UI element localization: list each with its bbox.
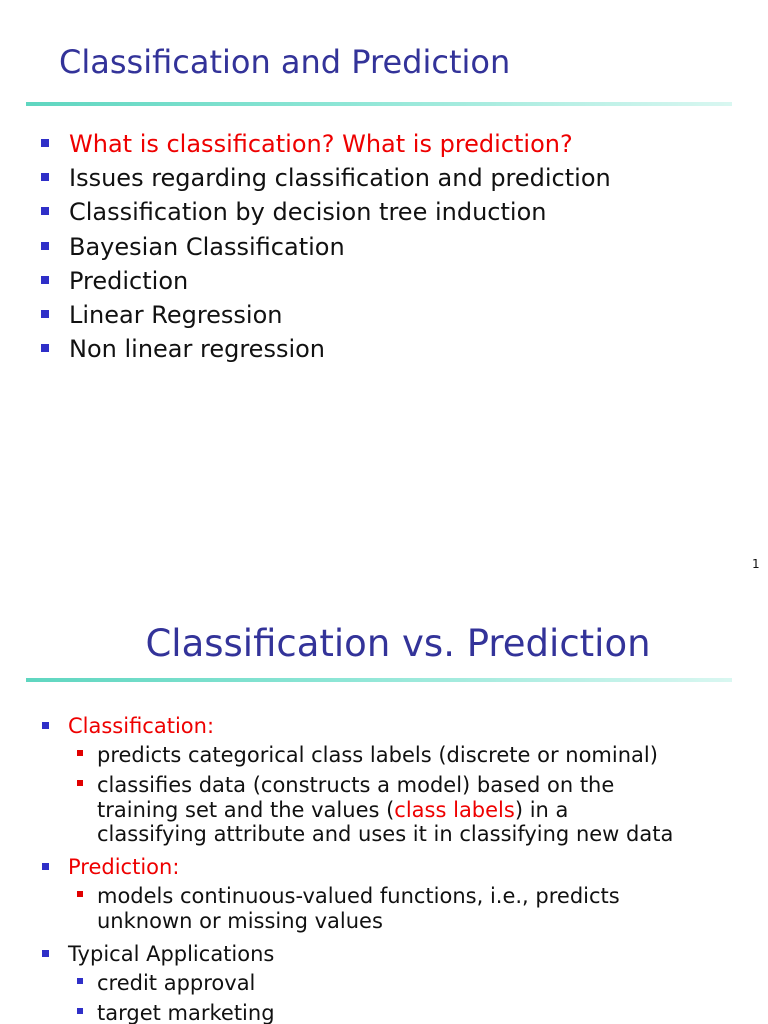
square-bullet-icon bbox=[77, 978, 83, 984]
square-bullet-icon bbox=[42, 722, 49, 729]
bullet-text: What is classification? What is prediction? bbox=[69, 130, 573, 158]
sub-bullet-list bbox=[68, 971, 673, 1024]
bullet-item bbox=[40, 298, 611, 332]
sub-bullet-item bbox=[97, 773, 673, 847]
bullet-text: Bayesian Classification bbox=[69, 232, 345, 261]
square-bullet-icon bbox=[41, 139, 49, 147]
slide-2 bbox=[0, 600, 768, 1024]
slide-title: Classification and Prediction bbox=[59, 43, 511, 81]
sub-bullet-text: models continuous-valued functions, i.e., predicts bbox=[97, 884, 620, 908]
square-bullet-icon bbox=[77, 750, 83, 756]
bullet-list bbox=[40, 711, 673, 1024]
square-bullet-icon bbox=[41, 173, 49, 181]
sub-bullet-text: ) in a bbox=[514, 797, 569, 822]
sub-bullet-text: predicts categorical class labels (discrete or nominal) bbox=[97, 743, 658, 767]
bullet-text: Non linear regression bbox=[69, 335, 326, 364]
highlighted-term: class labels bbox=[394, 797, 515, 822]
sub-bullet-text: classifying attribute and uses it in classifying new data bbox=[97, 822, 674, 846]
bullet-item bbox=[40, 161, 611, 195]
square-bullet-icon bbox=[77, 1008, 83, 1014]
square-bullet-icon bbox=[42, 950, 49, 957]
square-bullet-icon bbox=[41, 276, 49, 284]
sub-bullet-item bbox=[97, 884, 673, 933]
bullet-item bbox=[40, 332, 611, 366]
bullet-text: Issues regarding classification and prediction bbox=[69, 164, 611, 193]
bullet-item bbox=[40, 230, 611, 264]
sub-bullet-text: target marketing bbox=[97, 1000, 275, 1024]
square-bullet-icon bbox=[77, 891, 83, 897]
sub-bullet-list bbox=[68, 884, 673, 933]
bullet-text: Linear Regression bbox=[69, 301, 283, 330]
bullet-item-applications bbox=[40, 939, 673, 1024]
bullet-item bbox=[40, 127, 611, 161]
sub-bullet-text: unknown or missing values bbox=[97, 908, 383, 933]
square-bullet-icon bbox=[41, 310, 49, 318]
bullet-text: Prediction bbox=[69, 266, 189, 295]
sub-bullet-text: classifies data (constructs a model) based on the bbox=[97, 773, 615, 797]
bullet-list bbox=[40, 127, 611, 366]
sub-bullet-text: credit approval bbox=[97, 970, 256, 995]
sub-bullet-item bbox=[97, 971, 673, 996]
bullet-heading: Typical Applications bbox=[68, 941, 275, 966]
square-bullet-icon bbox=[41, 242, 49, 250]
bullet-item bbox=[40, 195, 611, 229]
square-bullet-icon bbox=[42, 863, 49, 870]
square-bullet-icon bbox=[77, 780, 83, 786]
sub-bullet-list bbox=[68, 743, 673, 847]
page-number: 1 bbox=[752, 557, 760, 571]
bullet-heading: Classification: bbox=[68, 714, 215, 738]
bullet-heading: Prediction: bbox=[68, 855, 180, 879]
bullet-item-classification bbox=[40, 711, 673, 847]
bullet-item-prediction bbox=[40, 852, 673, 933]
sub-bullet-item bbox=[97, 743, 673, 768]
sub-bullet-item bbox=[97, 1001, 673, 1024]
square-bullet-icon bbox=[41, 344, 49, 352]
bullet-item bbox=[40, 264, 611, 298]
title-divider bbox=[26, 102, 732, 106]
square-bullet-icon bbox=[41, 207, 49, 215]
sub-bullet-text: training set and the values ( bbox=[97, 797, 395, 822]
bullet-text: Classification by decision tree induction bbox=[69, 198, 547, 227]
title-divider bbox=[26, 678, 732, 682]
slide-title: Classification vs. Prediction bbox=[145, 622, 651, 665]
